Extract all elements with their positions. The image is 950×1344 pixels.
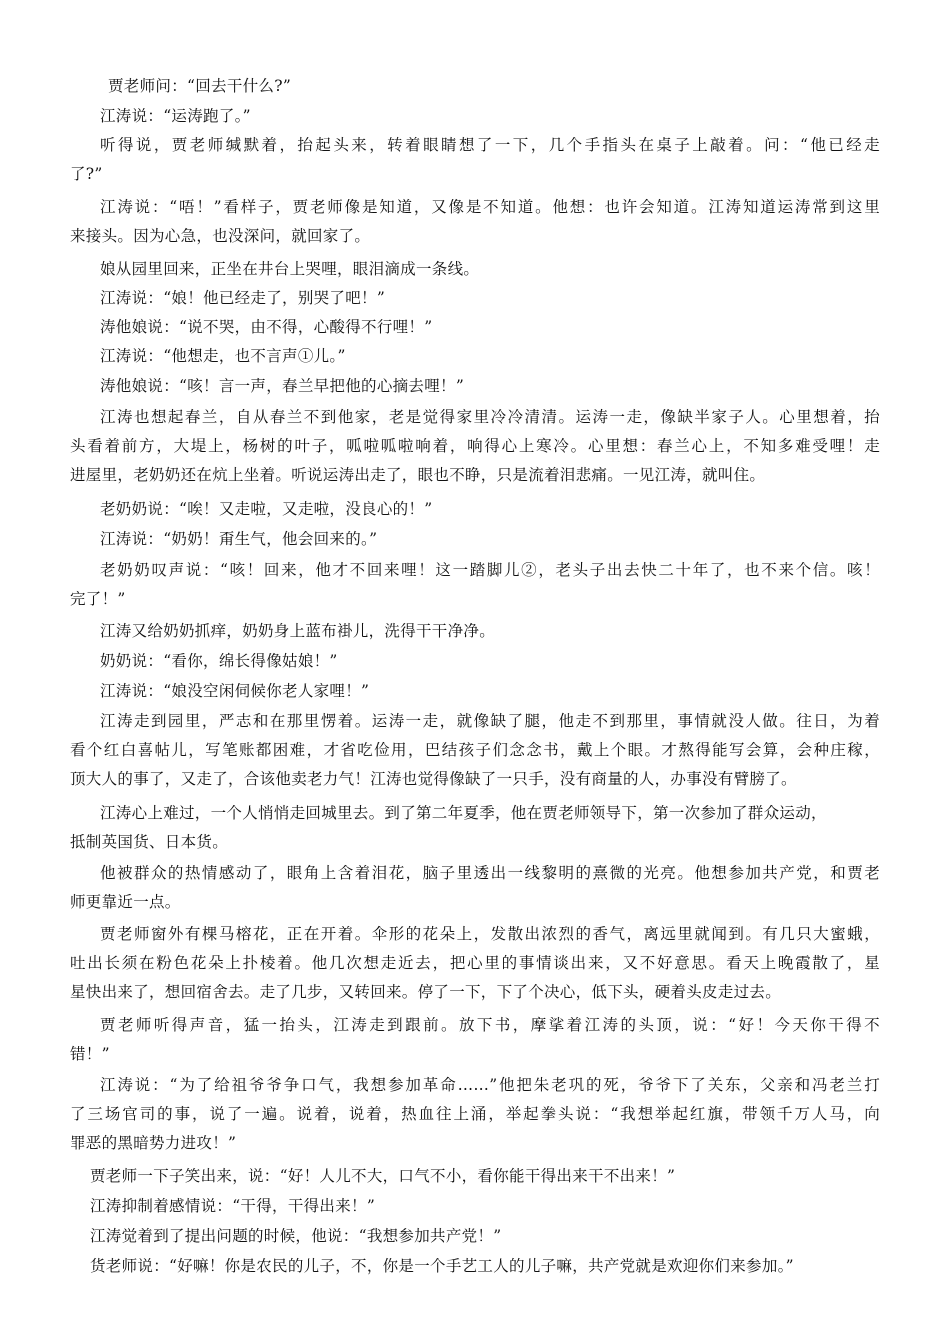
paragraph bbox=[100, 647, 910, 676]
paragraph bbox=[100, 372, 910, 401]
text-line: 江涛说：“运涛跑了。” bbox=[100, 107, 251, 125]
text-line: 师更靠近一点。 bbox=[70, 893, 181, 911]
text-line: 江涛也想起春兰，自从春兰不到他家，老是觉得家里冷冷清清。运涛一走，像缺半家子人。心里想着，抬 bbox=[100, 408, 880, 426]
text-line: 江涛抑制着感情说：“干得，干得出来！” bbox=[90, 1197, 376, 1215]
text-line: 错！” bbox=[70, 1045, 110, 1063]
text-line: 贾老师听得声音，猛一抬头，江涛走到跟前。放下书，摩挲着江涛的头顶，说：“好！今天你干得不 bbox=[100, 1016, 880, 1034]
text-line: 听得说，贾老师缄默着，抬起头来，转着眼睛想了一下，几个手指头在桌子上敲着。问：“他已经走 bbox=[100, 136, 880, 154]
text-line: 老奶奶说：“唉！又走啦，又走啦，没良心的！” bbox=[100, 500, 433, 518]
paragraph bbox=[100, 102, 910, 131]
text-line: 奶奶说：“看你，绵长得像姑娘！” bbox=[100, 652, 338, 670]
text-line: 完了！” bbox=[70, 590, 126, 608]
text-line: 江涛说：“为了给祖爷爷争口气，我想参加革命……”他把朱老巩的死，爷爷下了关东，父亲和冯老兰打 bbox=[100, 1076, 880, 1094]
text-line: 吐出长须在粉色花朵上扑棱着。他几次想走近去，把心里的事情谈出来，又不好意思。看天上晚霞散了，星 bbox=[70, 954, 880, 972]
text-line: 顶大人的事了，又走了，合该他卖老力气！江涛也觉得像缺了一只手，没有商量的人，办事没有臂膀了。 bbox=[70, 770, 797, 788]
text-line: 抵制英国货、日本货。 bbox=[70, 833, 229, 851]
paragraph bbox=[70, 193, 880, 251]
text-line: 他被群众的热情感动了，眼角上含着泪花，脑子里透出一线黎明的熹微的光亮。他想参加共产党，和贾老 bbox=[100, 864, 880, 882]
text-line: 了?” bbox=[70, 165, 103, 183]
paragraph bbox=[70, 799, 880, 857]
paragraph bbox=[100, 284, 910, 313]
paragraph bbox=[70, 920, 880, 1007]
paragraph bbox=[100, 677, 910, 706]
paragraph bbox=[90, 1222, 900, 1251]
text-line: 贾老师问：“回去干什么?” bbox=[108, 77, 292, 95]
text-line: 江涛说：“他想走，也不言声①儿。” bbox=[100, 347, 346, 365]
paragraph bbox=[100, 495, 910, 524]
paragraph bbox=[108, 72, 918, 101]
paragraph bbox=[100, 313, 910, 342]
text-line: 江涛走到园里，严志和在那里愣着。运涛一走，就像缺了腿，他走不到那里，事情就没人做。往日，为着 bbox=[100, 712, 880, 730]
paragraph bbox=[70, 859, 880, 917]
paragraph bbox=[70, 707, 880, 794]
paragraph bbox=[100, 342, 910, 371]
text-line: 货老师说：“好嘛！你是农民的儿子，不，你是一个手艺工人的儿子嘛，共产党就是欢迎你们来参加。” bbox=[90, 1257, 794, 1275]
text-line: 星快出来了，想回宿舍去。走了几步，又转回来。停了一下，下了个决心，低下头，硬着头皮走过去。 bbox=[70, 983, 782, 1001]
paragraph bbox=[100, 255, 910, 284]
text-line: 江涛说：“奶奶！甭生气，他会回来的。” bbox=[100, 530, 378, 548]
text-line: 老奶奶叹声说：“咳！回来，他才不回来哩！这一踏脚儿②，老头子出去快二十年了，也不来个信。咳！ bbox=[100, 561, 880, 579]
text-line: 江涛说：“唔！”看样子，贾老师像是知道，又像是不知道。他想：也许会知道。江涛知道运涛常到这里 bbox=[100, 198, 880, 216]
paragraph bbox=[90, 1192, 900, 1221]
paragraph bbox=[70, 1011, 880, 1069]
text-line: 江涛又给奶奶抓痒，奶奶身上蓝布褂儿，洗得干干净净。 bbox=[100, 622, 496, 640]
paragraph bbox=[90, 1252, 900, 1281]
text-line: 进屋里，老奶奶还在炕上坐着。听说运涛出走了，眼也不睁，只是流着泪悲痛。一见江涛，就叫住。 bbox=[70, 466, 766, 484]
text-line: 看个红白喜帖儿，写笔账都困难，才省吃俭用，巴结孩子们念念书，戴上个眼。才熬得能写会算，会种庄稼， bbox=[70, 741, 880, 759]
paragraph bbox=[70, 556, 880, 614]
paragraph bbox=[100, 525, 910, 554]
paragraph bbox=[90, 1162, 900, 1191]
text-line: 罪恶的黑暗势力进攻！” bbox=[70, 1134, 237, 1152]
text-line: 江涛心上难过，一个人悄悄走回城里去。到了第二年夏季，他在贾老师领导下，第一次参加了群众运动， bbox=[100, 804, 827, 822]
text-line: 了三场官司的事，说了一遍。说着，说着，热血往上涌，举起拳头说：“我想举起红旗，带领千万人马，向 bbox=[70, 1105, 880, 1123]
paragraph bbox=[70, 131, 880, 189]
text-line: 涛他娘说：“咳！言一声，春兰早把他的心摘去哩！” bbox=[100, 377, 465, 395]
text-line: 贾老师窗外有棵马榕花，正在开着。伞形的花朵上，发散出浓烈的香气，离远里就闻到。有几只大蜜蛾， bbox=[100, 925, 880, 943]
text-line: 江涛觉着到了提出问题的时候，他说：“我想参加共产党！” bbox=[90, 1227, 502, 1245]
text-line: 娘从园里回来，正坐在井台上哭哩，眼泪滴成一条线。 bbox=[100, 260, 480, 278]
text-line: 来接头。因为心急，也没深问，就回家了。 bbox=[70, 227, 371, 245]
text-line: 贾老师一下子笑出来，说：“好！人儿不大，口气不小，看你能干得出来干不出来！” bbox=[90, 1167, 676, 1185]
text-line: 江涛说：“娘没空闲伺候你老人家哩！” bbox=[100, 682, 370, 700]
text-line: 头看着前方，大堤上，杨树的叶子，呱啦呱啦响着，响得心上寒冷。心里想：春兰心上，不知多难受哩！走 bbox=[70, 437, 880, 455]
paragraph bbox=[70, 403, 880, 490]
text-line: 涛他娘说：“说不哭，由不得，心酸得不行哩！” bbox=[100, 318, 433, 336]
text-line: 江涛说：“娘！他已经走了，别哭了吧！” bbox=[100, 289, 386, 307]
paragraph bbox=[100, 617, 910, 646]
paragraph bbox=[70, 1071, 880, 1158]
